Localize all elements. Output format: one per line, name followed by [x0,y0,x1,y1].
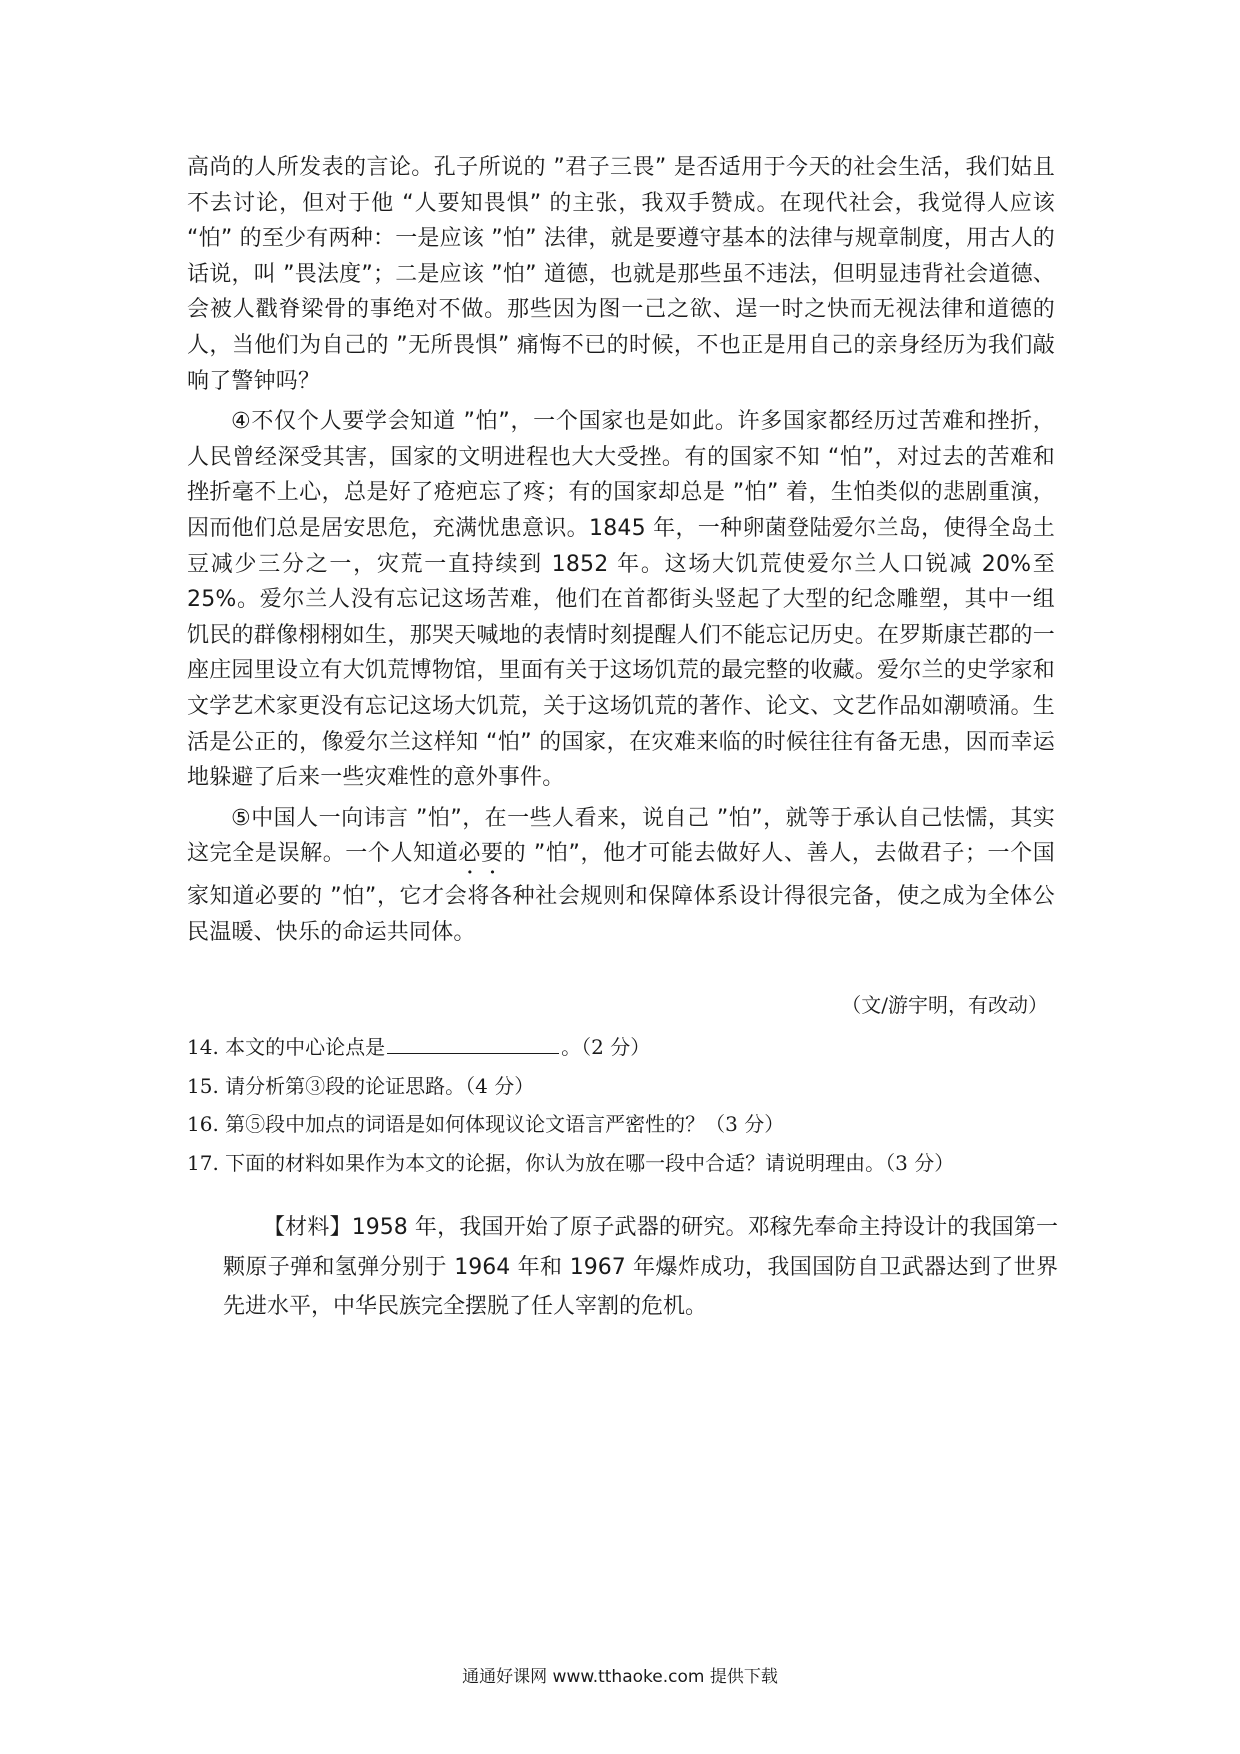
dotted-word: 必要 [458,841,504,867]
answer-blank [387,1033,559,1054]
paragraph-4: ④不仅个人要学会知道 ”怕”，一个国家也是如此。许多国家都经历过苦难和挫折，人民曾经深受其害，国家的文明进程也大大受挫。有的国家不知 “怕”，对过去的苦难和挫折毫不上心，总是好了疮疤忘了疼；有的国家却总是 ”怕” 着，生怕类似的悲剧重演，因而他们总是居安思危，充满忧患意识。1845 年，一种卵菌登陆爱尔兰岛，使得全岛土豆减少三分之一，灾荒一直持续到 1852 年。这场大饥荒使爱尔兰人口锐减 20%至 25%。爱尔兰人没有忘记这场苦难，他们在首都街头竖起了大型的纪念雕塑，其中一组饥民的群像栩栩如生，那哭天喊地的表情时刻提醒人们不能忘记历史。在罗斯康芒郡的一座庄园里设立有大饥荒博物馆，里面有关于这场饥荒的最完整的收藏。爱尔兰的史学家和文学艺术家更没有忘记这场大饥荒，关于这场饥荒的著作、论文、文艺作品如潮喷涌。生活是公正的，像爱尔兰这样知 “怕” 的国家，在灾难来临的时候往往有备无患，因而幸运地躲避了后来一些灾难性的意外事件。 [187,409,1055,791]
source-attribution: （文/游宇明，有改动） [841,993,1048,1017]
paragraph-5-end: 的 ”怕”，他才可能去做好人、善人，去做君子；一个国家知道必要的 ”怕”，它才会将各种社会规则和保障体系设计得很完备，使之成为全体公民温暖、快乐的命运共同体。 [187,841,1055,945]
question-14-suffix: 。（2 分） [561,1035,651,1059]
paragraph-3-continued: 高尚的人所发表的言论。孔子所说的 ”君子三畏” 是否适用于今天的社会生活，我们姑且不去讨论，但对于他 “人要知畏惧” 的主张，我双手赞成。在现代社会，我觉得人应该 “怕” 的至少有两种：一是应该 ”怕” 法律，就是要遵守基本的法律与规章制度，用古人的话说，叫 ”畏法度”；二是应该 ”怕” 道德，也就是那些虽不违法，但明显违背社会道德、会被人戳脊梁骨的事绝对不做。那些因为图一己之欲、逞一时之快而无视法律和道德的人，当他们为自己的 ”无所畏惧” 痛悔不已的时候，不也正是用自己的亲身经历为我们敲响了警钟吗？ [187,155,1055,394]
question-14 [187,1028,1067,1067]
essay-body [187,150,1055,955]
material-block: 【材料】1958 年，我国开始了原子武器的研究。邓稼先奉命主持设计的我国第一颗原子弹和氢弹分别于 1964 年和 1967 年爆炸成功，我国国防自卫武器达到了世界先进水平，中华民族完全摆脱了任人宰割的危机。 [223,1215,1058,1319]
paragraph-5 [187,801,1055,951]
question-14-prefix: 14. 本文的中心论点是 [187,1035,386,1059]
footer-download-note: 通通好课网 www.tthaoke.com 提供下载 [462,1667,778,1687]
question-15: 15. 请分析第③段的论证思路。（4 分） [187,1073,535,1098]
question-16: 16. 第⑤段中加点的词语是如何体现议论文语言严密性的？（3 分） [187,1112,785,1136]
question-17: 17. 下面的材料如果作为本文的论据，你认为放在哪一段中合适？请说明理由。（3 分） [187,1150,955,1175]
paragraph-5-start: ⑤中国人一向讳言 ”怕”，在一些人看来，说自己 ”怕”，就等于承认自己怯懦，其实这完全是误解。一个人知道 [187,805,1055,867]
question-list [187,1028,1067,1182]
